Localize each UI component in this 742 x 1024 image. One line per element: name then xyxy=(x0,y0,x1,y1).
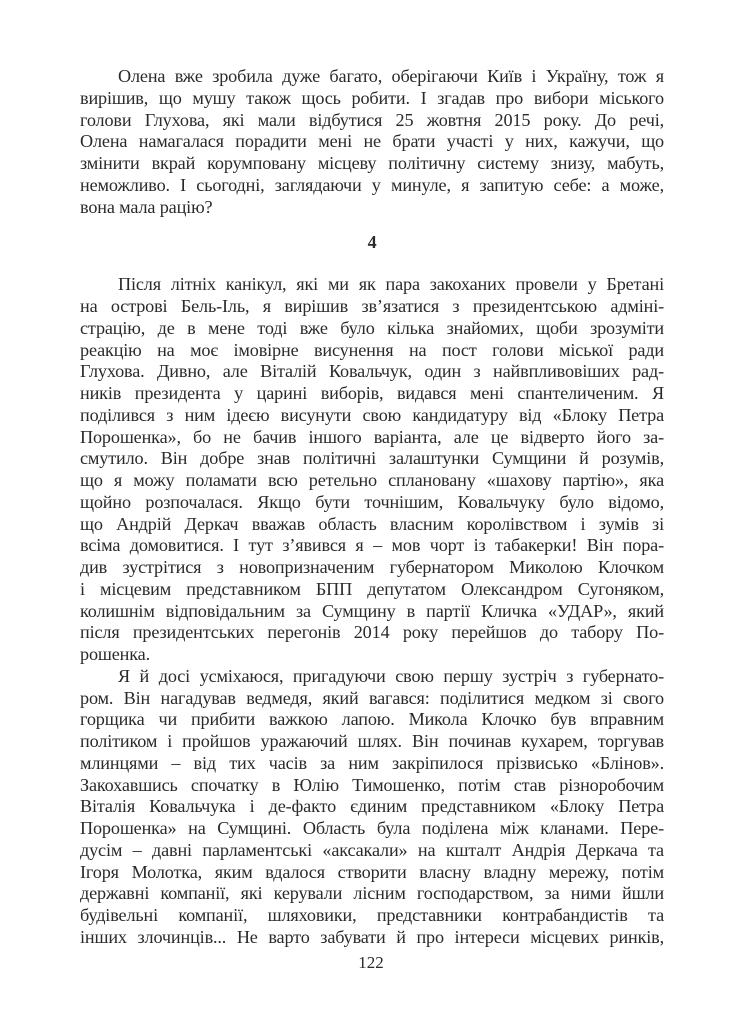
text-line: Ігоря Молотка, яким вдалося створити власну владну мережу, потім xyxy=(80,861,664,882)
page-number: 122 xyxy=(358,953,384,972)
text-line: на острові Бель-Іль, я вирішив зв’язатися з президентською адміні- xyxy=(80,296,664,316)
text-line: Після літніх канікул, які ми як пара закоханих провели у Бретані xyxy=(118,274,664,295)
text-line: Олена вже зробила дуже багато, оберігаючи Київ і Україну, тож я xyxy=(118,66,664,86)
text-line: див зустрітися з новопризначеним губернатором Миколою Клочком xyxy=(80,557,664,577)
text-line: що я можу поламати всю ретельно сплановану «шахову партію», яка xyxy=(80,470,664,490)
text-line: ром. Він нагадував ведмедя, який вагався: поділитися медком зі свого xyxy=(80,687,664,708)
text-line: млинцями – від тих часів за ним закріпилося прізвисько «Блінов». xyxy=(80,752,664,773)
text-line: вона мала рацію? xyxy=(80,196,213,217)
text-line: неможливо. І сьогодні, заглядаючи у минуле, я запитую себе: а може, xyxy=(80,174,664,195)
text-line: Порошенка», бо не бачив іншого варіанта, але це відверто його за- xyxy=(80,426,664,447)
text-line: страцію, де в мене тоді вже було кілька знайомих, щоби зрозуміти xyxy=(80,317,664,338)
text-line: Порошенка» на Сумщині. Область була поділена між кланами. Пере- xyxy=(80,818,664,838)
section-heading: 4 xyxy=(367,232,377,253)
paragraph-2 xyxy=(80,274,664,666)
text-line: рошенка. xyxy=(80,644,150,664)
text-line: реакцію на моє імовірне висунення на пост голови міської ради xyxy=(80,339,664,360)
text-line: змінити вкрай корумповану місцеву політичну систему знизу, мабуть, xyxy=(80,153,664,173)
text-line: будівельні компанії, шляховики, представники контрабандистів та xyxy=(80,905,664,925)
text-line: і місцевим представником БПП депутатом Олександром Сугоняком, xyxy=(80,578,664,599)
text-line: щойно розпочалася. Якщо бути точнішим, Ковальчуку було відомо, xyxy=(80,491,664,512)
page-body xyxy=(80,66,664,949)
text-line: Віталія Ковальчука і де-факто єдиним представником «Блоку Петра xyxy=(80,796,664,817)
text-line: поділився з ним ідеєю висунути свою кандидатуру від «Блоку Петра xyxy=(80,404,664,425)
text-line: Олена намагалася порадити мені не брати участі у них, кажучи, що xyxy=(80,131,664,152)
text-line: голови Глухова, які мали відбутися 25 жовтня 2015 року. До речі, xyxy=(80,109,664,130)
text-line: що Андрій Деркач вважав область власним королівством і зумів зі xyxy=(80,513,664,534)
text-line: інших злочинців... Не варто забувати й про інтереси місцевих ринків, xyxy=(80,926,664,947)
text-line: смутило. Він добре знав політичні залаштунки Сумщини й розумів, xyxy=(80,448,664,469)
text-line: ників президента у царині виборів, видався мені спантеличеним. Я xyxy=(80,383,664,403)
text-line: вирішив, що мушу також щось робити. І згадав про вибори міського xyxy=(80,87,664,108)
text-line: Закохавшись спочатку в Юлію Тимошенко, потім став різноробочим xyxy=(80,774,664,795)
text-line: Глухова. Дивно, але Віталій Ковальчук, один з найвпливовіших рад- xyxy=(80,361,664,382)
text-line: горщика чи прибити важкою лапою. Микола Клочко був вправним xyxy=(80,709,664,730)
text-line: Я й досі усміхаюся, пригадуючи свою першу зустріч з губернато- xyxy=(118,665,664,686)
paragraph-3 xyxy=(80,666,664,949)
text-line: політиком і пройшов уражаючий шлях. Він починав кухарем, торгував xyxy=(80,731,664,751)
text-line: державні компанії, які керували лісним господарством, за ними йшли xyxy=(80,883,664,904)
text-line: дусім – давні парламентські «аксакали» на кшталт Андрія Деркача та xyxy=(80,839,664,860)
text-line: після президентських перегонів 2014 року перейшов до табору По- xyxy=(80,622,664,643)
paragraph-1 xyxy=(80,66,664,218)
text-line: всіма домовитися. І тут з’явився я – мов чорт із табакерки! Він пора- xyxy=(80,535,664,556)
text-line: колишнім відповідальним за Сумщину в партії Кличка «УДАР», який xyxy=(80,600,664,621)
